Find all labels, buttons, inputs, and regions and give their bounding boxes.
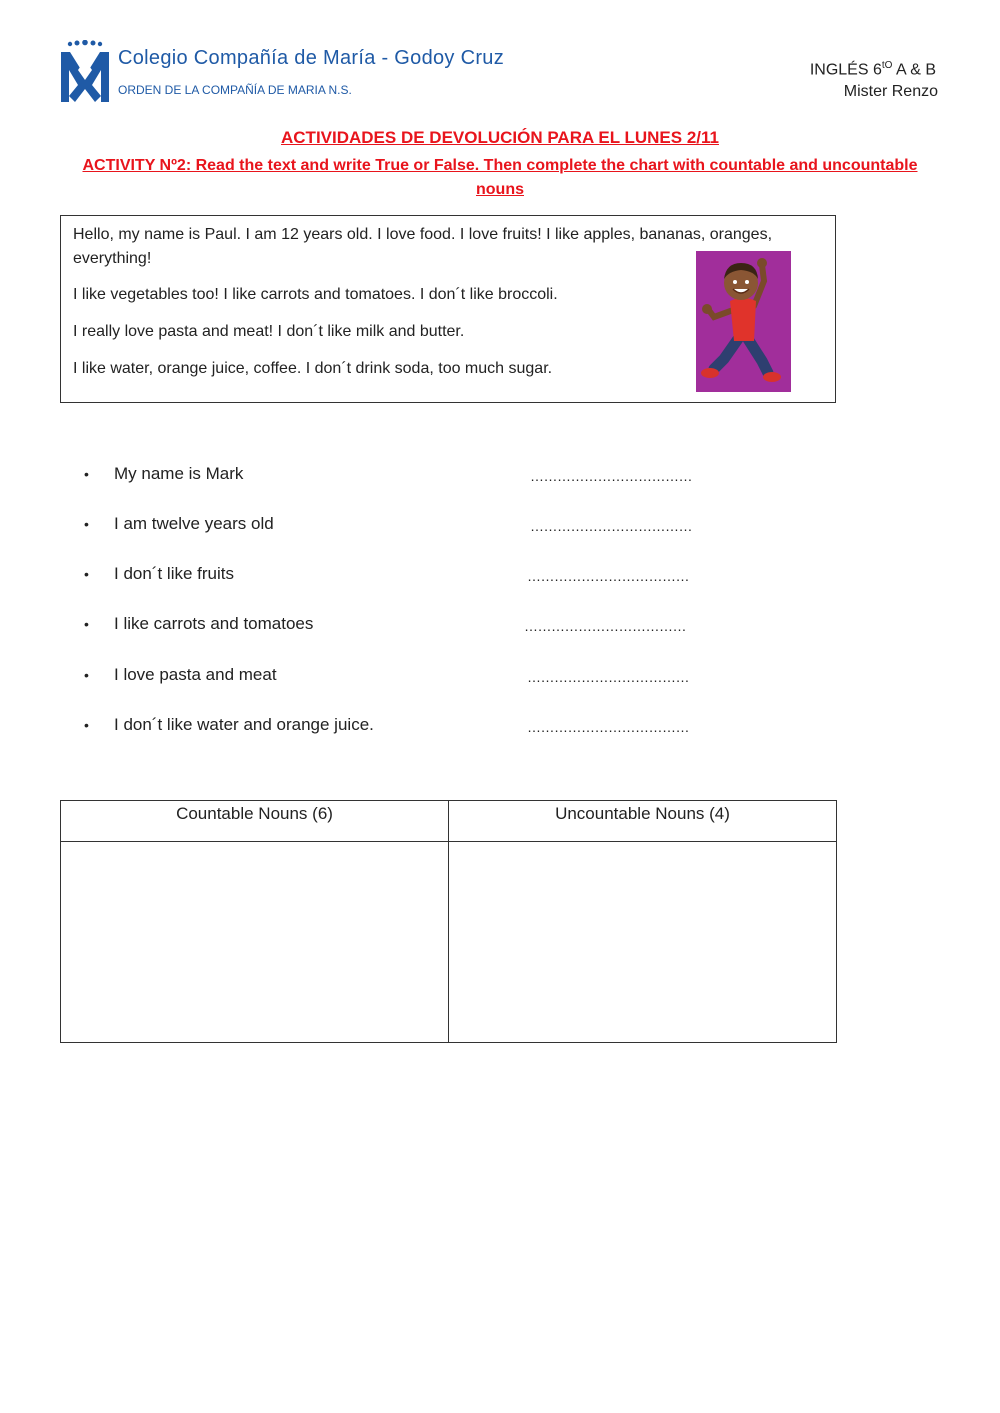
bullet: • — [84, 566, 89, 582]
noun-chart-table — [60, 800, 837, 1043]
statement-item — [84, 514, 274, 534]
school-logo-icon — [58, 40, 112, 104]
statement-item — [84, 715, 374, 735]
statement-item — [84, 614, 313, 634]
reading-paragraph: Hello, my name is Paul. I am 12 years old. I love food. I love fruits! I like apples, bananas, oranges, everything! — [73, 226, 773, 267]
uncountable-nouns-cell[interactable] — [449, 842, 837, 1043]
course-prefix: INGLÉS 6 — [809, 61, 882, 79]
reading-text-box — [60, 215, 836, 403]
table-row — [61, 842, 837, 1043]
statement-text: I love pasta and meat — [114, 665, 277, 684]
statement-item — [84, 564, 234, 584]
countable-nouns-cell[interactable] — [61, 842, 449, 1043]
course-superscript: tO — [881, 60, 893, 71]
bullet: • — [84, 717, 89, 733]
uncountable-nouns-header: Uncountable Nouns (4) — [449, 801, 837, 842]
answer-blank[interactable]: ……………………………… — [527, 568, 689, 584]
statement-text: I am twelve years old — [114, 514, 274, 533]
bullet: • — [84, 667, 89, 683]
statement-item — [84, 665, 277, 685]
course-suffix: A & B — [892, 61, 936, 79]
order-name: ORDEN DE LA COMPAÑÍA DE MARIA N.S. — [118, 83, 352, 97]
teacher-name: Mister Renzo — [843, 83, 938, 100]
statement-text: I like carrots and tomatoes — [114, 614, 314, 633]
statement-text: I don´t like fruits — [114, 564, 234, 583]
answer-blank[interactable]: ……………………………… — [530, 518, 692, 534]
table-header-row — [61, 801, 837, 842]
answer-blank[interactable]: ……………………………… — [527, 719, 689, 735]
reading-paragraph: I like vegetables too! I like carrots and tomatoes. I don´t like broccoli. — [73, 286, 558, 303]
activity-instructions: ACTIVITY Nº2: Read the text and write True or False. Then complete the chart with countable and uncountable nouns — [82, 157, 918, 198]
countable-nouns-header: Countable Nouns (6) — [61, 801, 449, 842]
page-title: ACTIVIDADES DE DEVOLUCIÓN PARA EL LUNES 2/11 — [281, 128, 719, 147]
bullet: • — [84, 616, 89, 632]
reading-paragraph: I like water, orange juice, coffee. I don´t drink soda, too much sugar. — [73, 360, 553, 377]
answer-blank[interactable]: ……………………………… — [524, 618, 686, 634]
answer-blank[interactable]: ……………………………… — [530, 468, 692, 484]
bullet: • — [84, 516, 89, 532]
bullet: • — [84, 466, 89, 482]
school-name: Colegio Compañía de María - Godoy Cruz — [118, 47, 505, 69]
statement-text: I don´t like water and orange juice. — [114, 715, 374, 734]
course-label — [810, 60, 936, 79]
statement-item — [84, 464, 243, 484]
jumping-boy-illustration — [696, 251, 791, 392]
statement-text: My name is Mark — [114, 464, 244, 483]
answer-blank[interactable]: ……………………………… — [527, 669, 689, 685]
reading-paragraph: I really love pasta and meat! I don´t like milk and butter. — [73, 323, 465, 340]
